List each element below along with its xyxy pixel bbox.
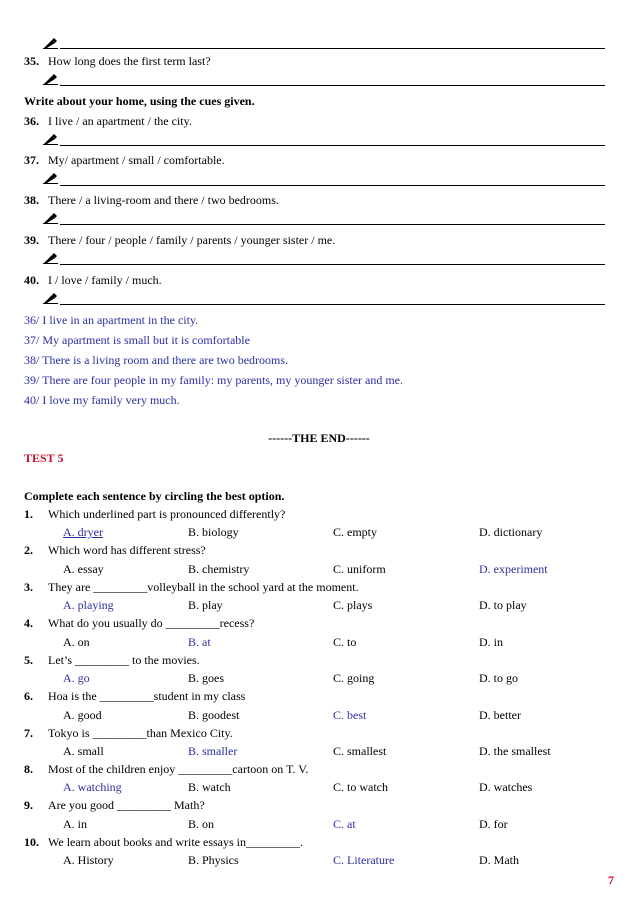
option-c[interactable]: C. best	[333, 708, 367, 722]
test-title: TEST 5	[24, 451, 64, 465]
question-40	[24, 273, 162, 288]
answer-line[interactable]	[60, 145, 605, 146]
option-d[interactable]: D. dictionary	[479, 525, 543, 539]
option-d[interactable]: D. to go	[479, 671, 518, 685]
option-a[interactable]: A. essay	[63, 562, 104, 576]
answer-line[interactable]	[60, 224, 605, 225]
option-b[interactable]: B. biology	[188, 525, 239, 539]
question-text: Which underlined part is pronounced differently?	[48, 507, 286, 521]
option-d[interactable]: D. better	[479, 708, 521, 722]
question-37	[24, 153, 225, 168]
option-a[interactable]: A. good	[63, 708, 102, 722]
question-number: 4.	[24, 616, 33, 630]
option-a[interactable]: A. on	[63, 635, 90, 649]
option-b[interactable]: B. on	[188, 817, 215, 831]
question-number: 6.	[24, 689, 33, 703]
option-c[interactable]: C. plays	[333, 598, 373, 612]
option-a[interactable]: A. go	[63, 671, 90, 685]
option-d[interactable]: D. for	[479, 817, 508, 831]
mcq-question-10	[24, 835, 303, 850]
answer-line[interactable]	[60, 304, 605, 305]
question-text: There / four / people / family / parents / younger sister / me.	[48, 233, 336, 247]
option-c[interactable]: C. Literature	[333, 853, 395, 867]
question-36	[24, 114, 192, 129]
option-a[interactable]: A. playing	[63, 598, 114, 612]
answer-37: 37/ My apartment is small but it is comfortable	[24, 333, 250, 347]
option-c[interactable]: C. to watch	[333, 780, 388, 794]
option-c[interactable]: C. empty	[333, 525, 377, 539]
question-number: 7.	[24, 726, 33, 740]
pen-writing-icon	[43, 133, 59, 145]
mcq-question-7	[24, 726, 233, 741]
question-number: 3.	[24, 580, 33, 594]
mcq-question-1	[24, 507, 286, 522]
question-text: I / love / family / much.	[48, 273, 162, 287]
answer-39: 39/ There are four people in my family: my parents, my younger sister and me.	[24, 373, 404, 387]
question-text: They are _________volleyball in the school yard at the moment.	[48, 580, 359, 594]
question-number: 36.	[24, 114, 39, 128]
question-number: 35.	[24, 54, 39, 68]
option-a[interactable]: A. in	[63, 817, 87, 831]
pen-writing-icon	[43, 73, 59, 85]
answer-line[interactable]	[60, 185, 605, 186]
option-b[interactable]: B. goodest	[188, 708, 240, 722]
question-39	[24, 233, 335, 248]
option-d[interactable]: D. experiment	[479, 562, 548, 576]
option-b[interactable]: B. Physics	[188, 853, 239, 867]
question-number: 40.	[24, 273, 39, 287]
option-d[interactable]: D. the smallest	[479, 744, 551, 758]
answer-line[interactable]	[60, 264, 605, 265]
question-number: 9.	[24, 798, 33, 812]
option-c[interactable]: C. at	[333, 817, 356, 831]
question-number: 38.	[24, 193, 39, 207]
option-b[interactable]: B. at	[188, 635, 211, 649]
section-instruction: Complete each sentence by circling the best option.	[24, 489, 285, 503]
question-text: Tokyo is _________than Mexico City.	[48, 726, 233, 740]
answer-40: 40/ I love my family very much.	[24, 393, 180, 407]
question-number: 10.	[24, 835, 39, 849]
option-b[interactable]: B. watch	[188, 780, 231, 794]
option-b[interactable]: B. smaller	[188, 744, 238, 758]
question-35	[24, 54, 211, 69]
question-text: Which word has different stress?	[48, 543, 206, 557]
question-text: What do you usually do _________recess?	[48, 616, 255, 630]
answer-36: 36/ I live in an apartment in the city.	[24, 313, 199, 327]
option-c[interactable]: C. going	[333, 671, 375, 685]
question-text: How long does the first term last?	[48, 54, 211, 68]
option-text: A. dryer	[63, 525, 103, 539]
question-text: Hoa is the _________student in my class	[48, 689, 246, 703]
question-text: Most of the children enjoy _________cartoon on T. V.	[48, 762, 309, 776]
question-38	[24, 193, 279, 208]
option-a[interactable]: A. History	[63, 853, 114, 867]
option-d[interactable]: D. watches	[479, 780, 533, 794]
question-text: We learn about books and write essays in_________.	[48, 835, 303, 849]
answer-38: 38/ There is a living room and there are two bedrooms.	[24, 353, 289, 367]
option-c[interactable]: C. smallest	[333, 744, 387, 758]
option-c[interactable]: C. to	[333, 635, 357, 649]
pen-writing-icon	[43, 292, 59, 304]
option-a[interactable]	[63, 525, 103, 540]
mcq-question-5	[24, 653, 200, 668]
mcq-question-2	[24, 543, 206, 558]
pen-writing-icon	[43, 172, 59, 184]
end-marker: ------THE END------	[268, 431, 370, 445]
option-d[interactable]: D. to play	[479, 598, 527, 612]
question-text: There / a living-room and there / two bedrooms.	[48, 193, 279, 207]
option-b[interactable]: B. play	[188, 598, 223, 612]
answer-line[interactable]	[60, 85, 605, 86]
question-number: 5.	[24, 653, 33, 667]
mcq-question-6	[24, 689, 246, 704]
pen-writing-icon	[43, 37, 59, 49]
answer-line[interactable]	[60, 48, 605, 49]
option-a[interactable]: A. watching	[63, 780, 122, 794]
question-number: 2.	[24, 543, 33, 557]
mcq-question-4	[24, 616, 255, 631]
pen-writing-icon	[43, 252, 59, 264]
option-b[interactable]: B. goes	[188, 671, 224, 685]
mcq-question-9	[24, 798, 205, 813]
writing-instruction: Write about your home, using the cues given.	[24, 94, 255, 108]
question-text: Let’s _________ to the movies.	[48, 653, 200, 667]
question-text: Are you good _________ Math?	[48, 798, 205, 812]
pen-writing-icon	[43, 212, 59, 224]
mcq-question-8	[24, 762, 309, 777]
option-a[interactable]: A. small	[63, 744, 104, 758]
question-number: 39.	[24, 233, 39, 247]
mcq-question-3	[24, 580, 359, 595]
option-b[interactable]: B. chemistry	[188, 562, 250, 576]
question-number: 1.	[24, 507, 33, 521]
option-d[interactable]: D. Math	[479, 853, 519, 867]
page-number: 7	[608, 873, 614, 887]
option-c[interactable]: C. uniform	[333, 562, 386, 576]
question-text: I live / an apartment / the city.	[48, 114, 192, 128]
question-number: 37.	[24, 153, 39, 167]
question-number: 8.	[24, 762, 33, 776]
question-text: My/ apartment / small / comfortable.	[48, 153, 225, 167]
option-d[interactable]: D. in	[479, 635, 503, 649]
